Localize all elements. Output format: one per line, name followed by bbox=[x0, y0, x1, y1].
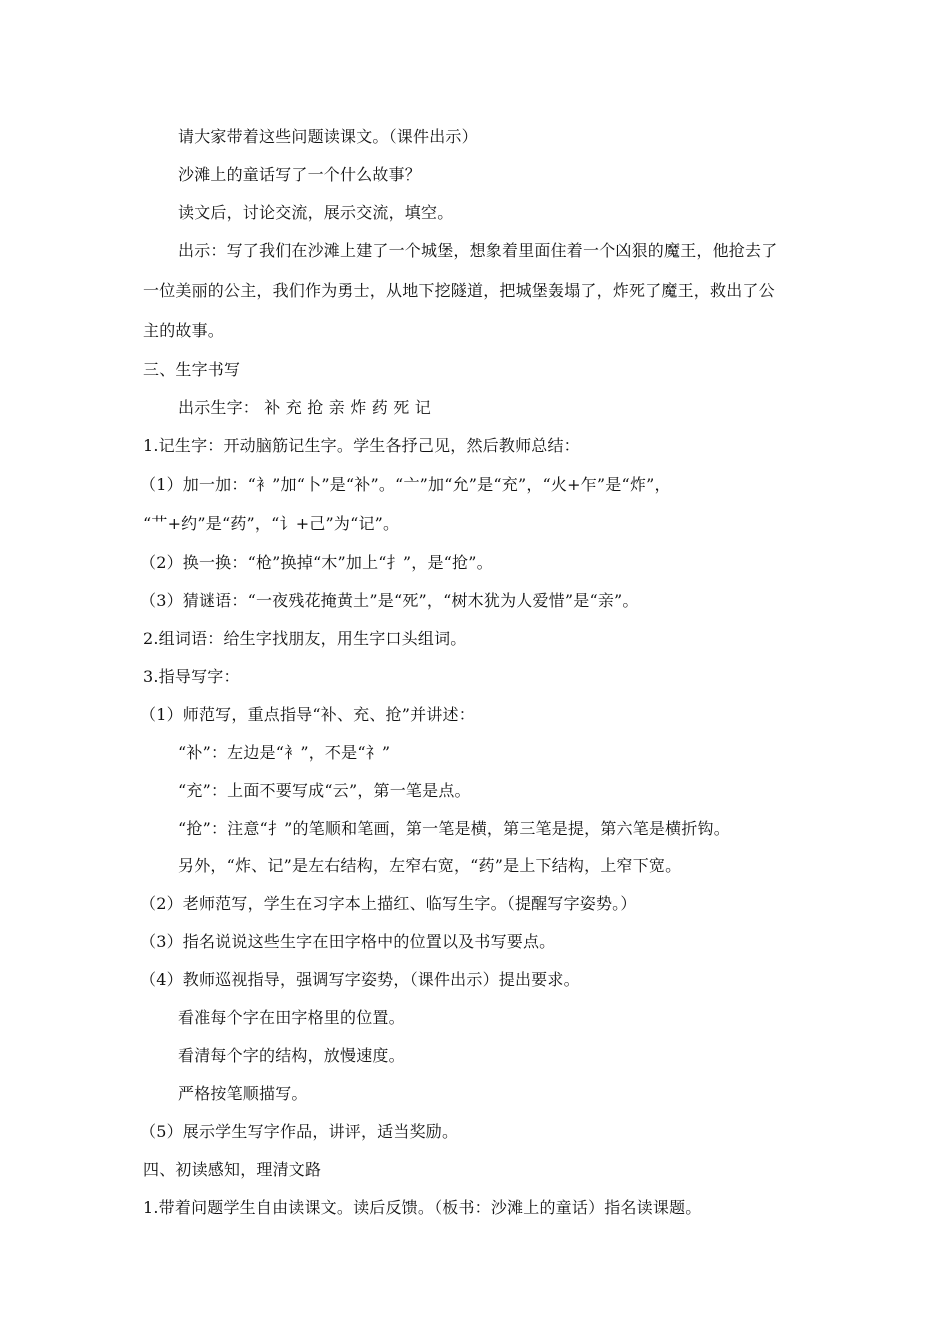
paragraph-line: 出示生字： 补 充 抢 亲 炸 药 死 记 bbox=[178, 398, 431, 417]
section-heading: 三、生字书写 bbox=[143, 360, 241, 379]
paragraph-line: “充”：上面不要写成“云”，第一笔是点。 bbox=[178, 781, 471, 800]
paragraph-line: 1.记生字：开动脑筋记生字。学生各抒己见，然后教师总结： bbox=[143, 436, 580, 455]
paragraph-line: （1）师范写，重点指导“补、充、抢”并讲述： bbox=[140, 705, 475, 724]
paragraph-line: 沙滩上的童话写了一个什么故事？ bbox=[178, 165, 422, 184]
paragraph-line: 严格按笔顺描写。 bbox=[178, 1084, 308, 1103]
paragraph-line: 3.指导写字： bbox=[143, 667, 240, 686]
paragraph-line: 看准每个字在田字格里的位置。 bbox=[178, 1008, 405, 1027]
paragraph-line: 读文后，讨论交流，展示交流，填空。 bbox=[178, 203, 454, 222]
paragraph-line: 看清每个字的结构，放慢速度。 bbox=[178, 1046, 405, 1065]
paragraph-line: （3）指名说说这些生字在田字格中的位置以及书写要点。 bbox=[140, 932, 556, 951]
paragraph-line: 请大家带着这些问题读课文。（课件出示） bbox=[178, 127, 478, 146]
paragraph-line: （1）加一加：“衤”加“卜”是“补”。“亠”加“允”是“充”，“火+乍”是“炸”， bbox=[140, 475, 671, 494]
paragraph-line: “抢”：注意“扌”的笔顺和笔画，第一笔是横，第三笔是提，第六笔是横折钩。 bbox=[178, 819, 730, 838]
section-heading: 四、初读感知，理清文路 bbox=[143, 1160, 322, 1179]
paragraph-line: 出示：写了我们在沙滩上建了一个城堡，想象着里面住着一个凶狠的魔王，他抢去了 bbox=[178, 241, 778, 260]
paragraph-line: （3）猜谜语：“一夜残花掩黄土”是“死”，“树木犹为人爱惜”是“亲”。 bbox=[140, 591, 639, 610]
paragraph-line: 另外，“炸、记”是左右结构，左窄右宽，“药”是上下结构，上窄下宽。 bbox=[178, 856, 682, 875]
paragraph-line: 2.组词语：给生字找朋友，用生字口头组词。 bbox=[143, 629, 467, 648]
paragraph-line: （2）换一换：“枪”换掉“木”加上“扌”，是“抢”。 bbox=[140, 553, 493, 572]
paragraph-line: “艹+约”是“药”，“讠+己”为“记”。 bbox=[143, 514, 400, 533]
paragraph-line: 主的故事。 bbox=[143, 321, 225, 340]
paragraph-line: 1.带着问题学生自由读课文。读后反馈。（板书：沙滩上的童话）指名读课题。 bbox=[143, 1198, 702, 1217]
paragraph-line: （5）展示学生写字作品，讲评，适当奖励。 bbox=[140, 1122, 459, 1141]
paragraph-line: 一位美丽的公主，我们作为勇士，从地下挖隧道，把城堡轰塌了，炸死了魔王，救出了公 bbox=[143, 281, 775, 300]
paragraph-line: （2）老师范写，学生在习字本上描红、临写生字。（提醒写字姿势。） bbox=[140, 894, 637, 913]
paragraph-line: “补”：左边是“衤”，不是“礻” bbox=[178, 743, 391, 762]
paragraph-line: （4）教师巡视指导，强调写字姿势，（课件出示）提出要求。 bbox=[140, 970, 580, 989]
